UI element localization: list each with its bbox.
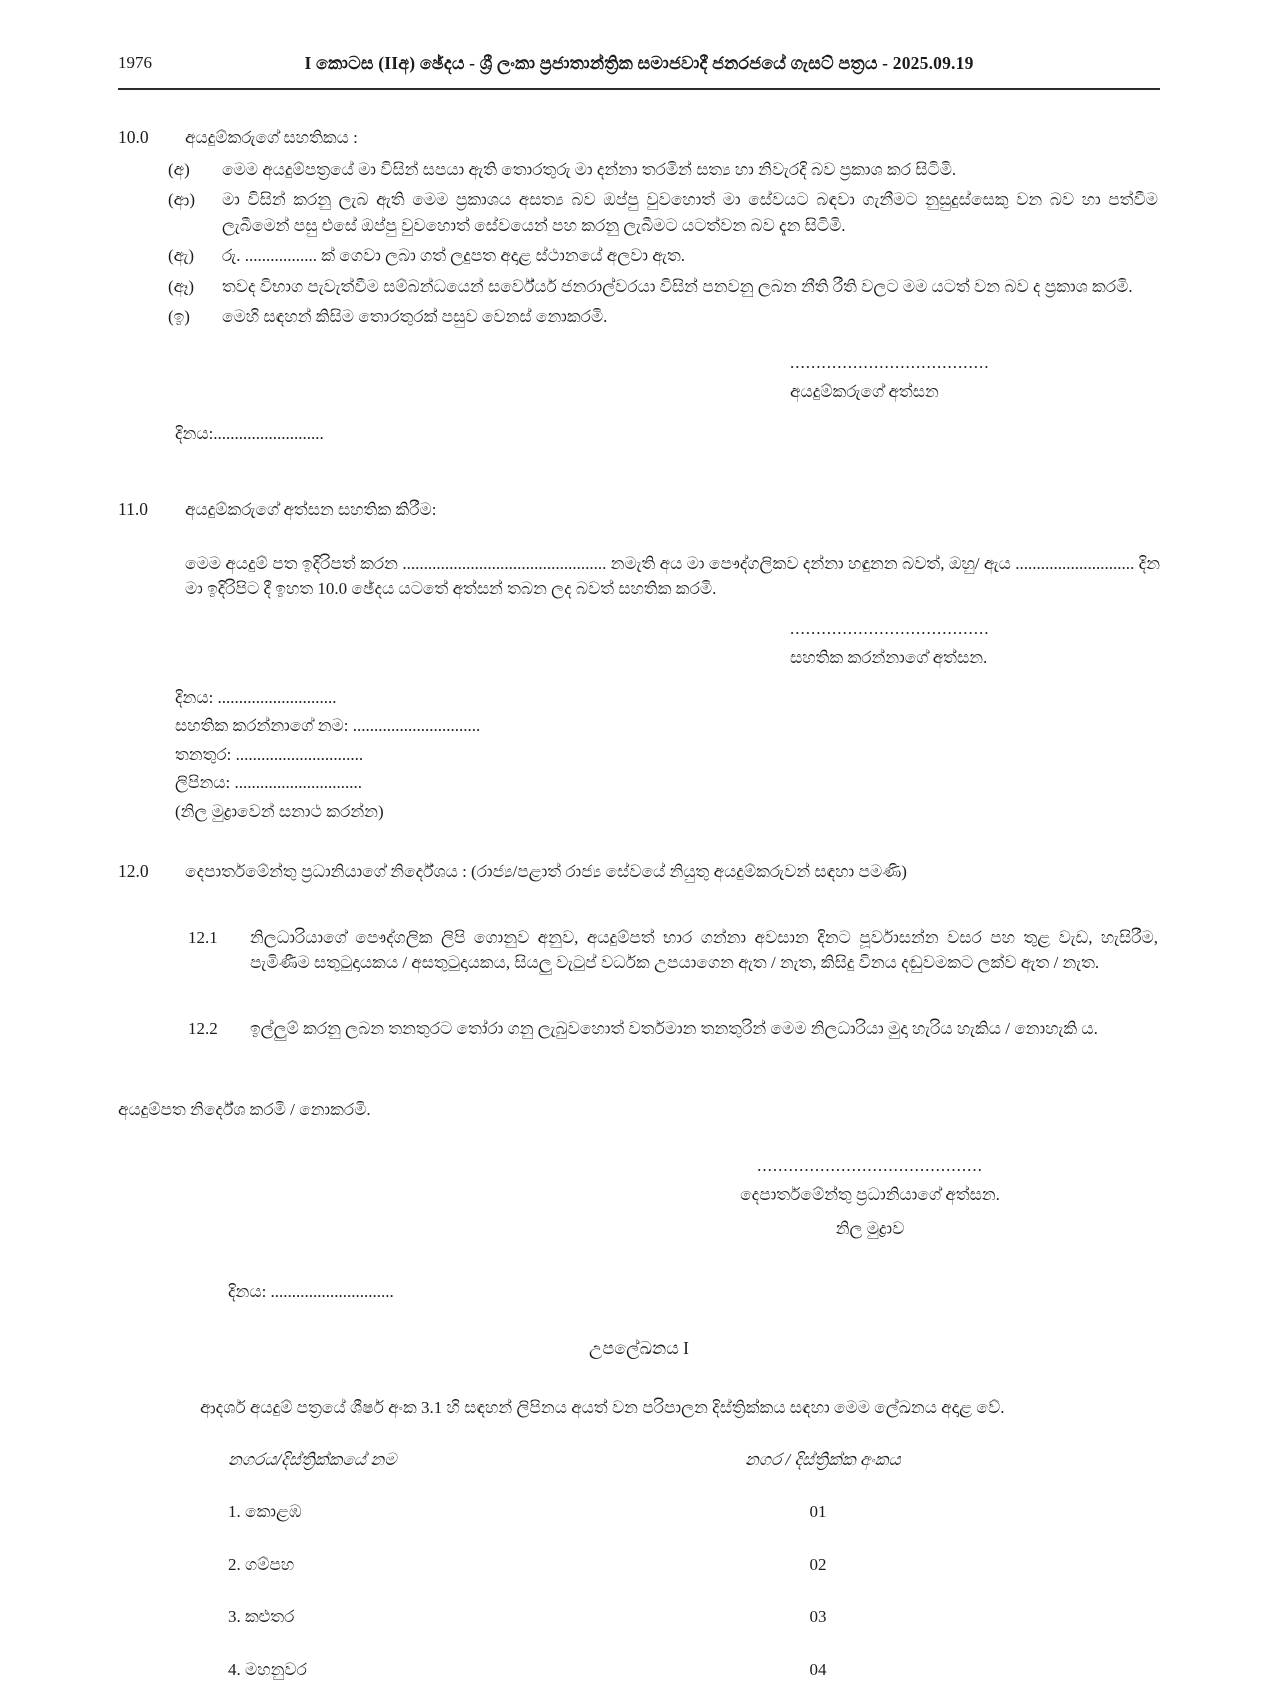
district-code: 02 [648, 1552, 988, 1578]
district-code: 03 [648, 1604, 988, 1630]
section-11-paragraph: මෙම අයදුම් පත ඉදිරිපත් කරන ................................................ නමැති අය මා පෞද්ගලිකව දන්නා හඳුනන බවත්, ඔහු/ ඇය ............................ දින මා ඉදිරිපිට දී ඉහත 10.0 ඡේදය යටතේ අත්සන් තබන ලද බවත් සහතික කරමි. [185, 551, 1160, 602]
subsection-12-2-number: 12.2 [188, 1016, 250, 1042]
attestor-fields [175, 685, 1160, 825]
district-code: 01 [648, 1499, 988, 1525]
department-head-signature-label: දෙපාර්තමේන්තු ප්‍රධානියාගේ අත්සන. [690, 1182, 1050, 1208]
schedule-heading: උපලේඛනය I [118, 1335, 1160, 1361]
clause-aee-label: (ඈ) [168, 274, 222, 300]
attestor-name-field: සහතික කරන්නාගේ නම: .............................. [175, 713, 1160, 739]
district-name: 2. ගම්පහ [228, 1552, 648, 1578]
district-name: 3. කළුතර [228, 1604, 648, 1630]
clause-i-text: මෙහි සඳහන් කිසිම තොරතුරක් පසුව වෙනස් නොකරමි. [222, 304, 1160, 330]
recommendation-statement: අයදුම්පත නිර්දේශ කරමි / නොකරමි. [118, 1097, 1160, 1123]
clause-aa-text: මා විසින් කරනු ලැබ ඇති මෙම ප්‍රකාශය අසත්‍ය බව ඔප්පු වුවහොත් මා සේවයට බඳවා ගැනීමට නුසුදුස්සෙකු වන බව හා පත්වීම ලැබීමෙන් පසු එසේ ඔප්පු වුවහොත් සේවයෙන් පහ කරනු ලැබීමට යටත්වන බව දැන සිටිමි. [222, 187, 1160, 238]
section-12-heading [118, 858, 1160, 885]
clause-ae-label: (ඇ) [168, 243, 222, 269]
department-head-signature-block [690, 1153, 1050, 1242]
clause-aa [168, 187, 1160, 238]
official-seal-note: (නිල මුද්‍රාවෙන් සනාථ කරන්න) [175, 799, 1160, 825]
applicant-signature-line: ...................................... [790, 350, 1160, 376]
section-11-number: 11.0 [118, 496, 185, 522]
section-10-number: 10.0 [118, 124, 185, 150]
attestor-signature-block [790, 616, 1160, 671]
attestor-designation-field: තනතුර: .............................. [175, 742, 1160, 768]
district-code: 04 [648, 1657, 988, 1682]
schedule-intro: ආදර්ශ අයදුම් පත්‍රයේ ශීර්ෂ අංක 3.1 හි සඳහන් ලිපිනය අයත් වන පරිපාලන දිස්ත්‍රික්කය සඳහා මෙම ලේඛනය අදාළ වේ. [200, 1395, 1160, 1421]
page-header [118, 50, 1160, 90]
subsection-12-2 [188, 1016, 1160, 1042]
applicant-signature-block [790, 350, 1160, 405]
clause-ae-text: රු. ................. ක් ගෙවා ලබා ගත් ලදුපත අදාළ ස්ථානයේ අලවා ඇත. [222, 243, 1160, 269]
section-10-heading [118, 124, 1160, 151]
section-11-title: අයදුම්කරුගේ අත්සන සහතික කිරීම: [185, 497, 1160, 523]
clause-a-text: මෙම අයදුම්පත්‍රයේ මා විසින් සපයා ඇති තොරතුරු මා දන්නා තරමින් සත්‍ය හා නිවැරදි බව ප්‍රකාශ කර සිටිමි. [222, 157, 1160, 183]
clause-i [168, 304, 1160, 330]
section-12-number: 12.0 [118, 858, 185, 884]
clause-aa-label: (ආ) [168, 187, 222, 213]
applicant-signature-label: අයදුම්කරුගේ අත්සන [790, 379, 1160, 405]
district-name: 4. මහනුවර [228, 1657, 648, 1682]
attestor-signature-line: ...................................... [790, 616, 1160, 642]
subsection-12-1-number: 12.1 [188, 925, 250, 951]
table-row [228, 1657, 988, 1682]
district-name-header: නගරය/දිස්ත්‍රික්කයේ නම [228, 1447, 648, 1473]
district-table-header [228, 1447, 988, 1473]
official-seal-label: නිල මුද්‍රාව [690, 1216, 1050, 1242]
applicant-date-line: දිනය:.......................... [175, 421, 1160, 447]
table-row [228, 1604, 988, 1630]
district-name: 1. කොළඹ [228, 1499, 648, 1525]
clause-a-label: (අ) [168, 157, 222, 183]
section-10-title: අයදුම්කරුගේ සහතිකය : [185, 125, 1160, 151]
table-row [228, 1499, 988, 1525]
department-head-date-line: දිනය: ............................. [228, 1279, 1160, 1305]
subsection-12-1 [188, 925, 1160, 976]
section-10-clauses [168, 157, 1160, 330]
section-11-heading [118, 496, 1160, 523]
district-code-header: නගර / දිස්ත්‍රික්ක අංකය [648, 1447, 988, 1473]
clause-aee-text: තවද විභාග පැවැත්වීම සම්බන්ධයෙන් සර්වේයර් ජනරාල්වරයා විසින් පනවනු ලබන නීති රීති වලට මම යටත් වන බව ද ප්‍රකාශ කරමි. [222, 274, 1160, 300]
attestor-date-field: දිනය: ............................ [175, 685, 1160, 711]
attestor-address-field: ලිපිනය: .............................. [175, 770, 1160, 796]
subsection-12-1-text: නිලධාරියාගේ පෞද්ගලික ලිපි ගොනුව අනුව, අයදුම්පත් භාර ගන්නා අවසාන දිනට පූර්වාසන්න වසර පහ තුළ වැඩ, හැසිරීම, පැමිණීම සතුටුදායකය / අසතුටුදායකය, සියලු වැටුප් වර්ධක උපයාගෙන ඇත / නැත, කිසිදු විනය දඬුවමකට ලක්ව ඇත / නැත. [250, 925, 1160, 976]
attestor-signature-label: සහතික කරන්නාගේ අත්සන. [790, 645, 1160, 671]
clause-a [168, 157, 1160, 183]
clause-ae [168, 243, 1160, 269]
section-12-title: දෙපාර්තමේන්තු ප්‍රධානියාගේ නිර්දේශය : (රාජ්‍ය/පළාත් රාජ්‍ය සේවයේ නියුතු අයදුම්කරුවන් සඳහා පමණි) [185, 859, 1160, 885]
clause-aee [168, 274, 1160, 300]
table-row [228, 1552, 988, 1578]
clause-i-label: (ඉ) [168, 304, 222, 330]
department-head-signature-line: ........................................... [690, 1153, 1050, 1179]
page-number: 1976 [118, 50, 152, 76]
district-table [228, 1447, 988, 1682]
gazette-title: I කොටස (IIඅ) ඡේදය - ශ්‍රී ලංකා ප්‍රජාතාන්ත්‍රික සමාජවාදී ජනරජයේ ගැසට් පත්‍රය - 2025.09.19 [118, 50, 1160, 76]
subsection-12-2-text: ඉල්ලුම් කරනු ලබන තනතුරට තෝරා ගනු ලැබුවහොත් වර්තමාන තනතුරින් මෙම නිලධාරියා මුදා හැරිය හැකිය / නොහැකි ය. [250, 1016, 1160, 1042]
